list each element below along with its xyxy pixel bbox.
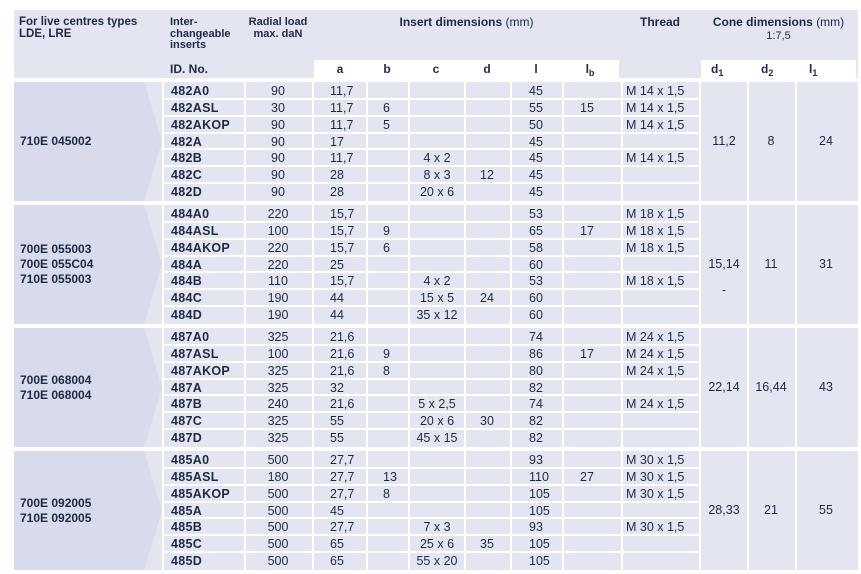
cell-l: 105	[529, 537, 550, 552]
cell-l: 93	[529, 520, 543, 535]
cone-d1: 28,33	[708, 502, 740, 517]
cell-b: 9	[383, 346, 390, 361]
cone-extra-mark: -	[721, 282, 727, 297]
row-divider	[162, 238, 699, 240]
cell-load: 90	[271, 84, 285, 98]
cell-l: 60	[529, 308, 543, 323]
col-c-heading: c	[432, 62, 440, 76]
radial-load-heading: Radial load max. daN	[248, 16, 308, 40]
cell-load: 90	[271, 151, 285, 166]
insert-dimensions-heading	[312, 17, 621, 29]
cell-d: 24	[480, 291, 494, 306]
row-divider	[162, 255, 699, 257]
cell-l: 60	[529, 257, 543, 272]
cone-ratio: 1:7,5	[766, 30, 791, 42]
cell-l: 110	[529, 469, 549, 484]
row-divider	[162, 484, 699, 486]
cell-load: 500	[267, 503, 289, 518]
insert-id: 484D	[171, 308, 203, 323]
cell-thread: M 24 x 1,5	[626, 363, 685, 378]
cone-l1: 55	[819, 502, 833, 517]
cell-a: 21,6	[330, 397, 355, 412]
model-number: 700E 055C04	[20, 257, 94, 271]
model-number: 700E 092005	[20, 495, 92, 510]
cell-l: 53	[529, 207, 543, 221]
insert-id: 482C	[171, 168, 203, 183]
cell-c: 20 x 6	[419, 414, 455, 429]
cell-d: 30	[480, 414, 494, 429]
insert-id: 482D	[171, 185, 203, 200]
cell-load: 110	[268, 274, 288, 289]
insert-id: 487D	[171, 431, 203, 446]
cell-l: 65	[529, 223, 543, 238]
cell-thread: M 18 x 1,5	[626, 207, 685, 221]
cell-load: 90	[271, 117, 285, 132]
insert-id: 485C	[171, 537, 203, 552]
cell-thread: M 18 x 1,5	[626, 274, 685, 289]
cell-a: 25	[330, 257, 344, 272]
cell-l: 80	[529, 363, 543, 378]
cell-l: 55	[529, 100, 543, 115]
cell-load: 500	[267, 520, 289, 535]
cell-a: 21,6	[330, 330, 355, 344]
cell-thread: M 18 x 1,5	[626, 240, 685, 255]
row-divider	[162, 115, 699, 117]
interchangeable-heading: Inter-changeable inserts	[170, 16, 231, 51]
insert-id: 487A0	[171, 330, 210, 344]
cell-load: 500	[267, 486, 289, 501]
cell-load: 220	[267, 257, 289, 272]
cell-l: 50	[529, 117, 543, 132]
cell-c: 8 x 3	[423, 168, 451, 183]
model-number: 710E 045002	[20, 134, 92, 148]
insert-id: 484ASL	[171, 223, 219, 238]
cell-a: 28	[330, 185, 344, 200]
cell-lb: 15	[580, 100, 594, 115]
cell-a: 44	[330, 308, 344, 323]
thread-heading: Thread	[639, 15, 680, 29]
cone-d1: 22,14	[708, 379, 740, 394]
cell-a: 11,7	[330, 151, 354, 166]
cell-c: 7 x 3	[423, 520, 451, 535]
cell-c: 15 x 5	[419, 291, 455, 306]
cell-load: 30	[271, 100, 285, 115]
cell-d: 12	[480, 168, 494, 183]
cell-c: 4 x 2	[423, 274, 451, 289]
insert-id: 487C	[171, 414, 203, 429]
cell-l: 82	[529, 414, 543, 429]
col-lb-subscript: b	[588, 68, 595, 78]
cell-thread: M 24 x 1,5	[626, 397, 685, 412]
cell-a: 45	[330, 503, 344, 518]
id-no-heading: ID. No.	[170, 62, 208, 76]
col-lb-letter: l	[585, 62, 589, 76]
cell-a: 21,6	[330, 346, 355, 361]
cone-l1: 43	[819, 379, 833, 394]
cell-thread: M 14 x 1,5	[626, 100, 685, 115]
cell-c: 55 x 20	[416, 554, 458, 569]
cell-thread: M 24 x 1,5	[626, 346, 685, 361]
insert-id: 482AKOP	[171, 117, 231, 132]
cell-thread: M 30 x 1,5	[626, 469, 685, 484]
cell-a: 17	[330, 134, 344, 149]
cell-load: 90	[271, 134, 285, 149]
cell-load: 325	[267, 414, 289, 429]
cell-load: 500	[267, 453, 289, 467]
cell-a: 15,7	[330, 207, 355, 221]
model-number: 710E 068004	[20, 387, 92, 402]
cell-a: 11,7	[330, 84, 354, 98]
cell-load: 325	[267, 380, 289, 395]
cell-b: 5	[383, 117, 390, 132]
col-lb-heading	[562, 60, 618, 78]
model-number-list	[20, 134, 91, 149]
col-l1-subscript: 1	[812, 68, 818, 78]
cell-a: 27,7	[330, 453, 355, 467]
col-d2-letter: d	[761, 62, 769, 76]
cell-l: 93	[529, 453, 543, 467]
insert-id: 487A	[171, 380, 203, 395]
cell-a: 55	[330, 414, 344, 429]
col-b-heading: b	[383, 62, 391, 76]
insert-id: 484AKOP	[171, 240, 231, 255]
cell-load: 325	[267, 431, 289, 446]
insert-dimensions-unit: (mm)	[505, 15, 534, 29]
cell-thread: M 30 x 1,5	[626, 453, 685, 467]
cell-load: 500	[267, 537, 289, 552]
cell-a: 28	[330, 168, 344, 183]
cell-lb: 17	[580, 346, 594, 361]
first-col-heading: For live centres types LDE, LRE	[19, 16, 138, 40]
cell-l: 105	[529, 554, 550, 569]
cell-a: 32	[330, 380, 344, 395]
cell-load: 180	[267, 469, 289, 484]
cell-load: 190	[267, 291, 289, 306]
cell-thread: M 18 x 1,5	[626, 223, 685, 238]
cell-b: 6	[383, 100, 390, 115]
cell-load: 190	[267, 308, 289, 323]
cell-l: 45	[529, 84, 543, 98]
cell-b: 6	[383, 240, 390, 255]
cell-a: 65	[330, 554, 344, 569]
cone-d1: 15,14	[708, 256, 740, 271]
cell-l: 82	[529, 431, 543, 446]
cell-load: 220	[267, 240, 289, 255]
cell-b: 8	[383, 486, 390, 501]
insert-dimensions-title: Insert dimensions	[399, 15, 503, 29]
cell-l: 45	[529, 168, 543, 183]
cone-dimensions-title: Cone dimensions	[712, 15, 813, 29]
cell-a: 27,7	[330, 520, 355, 535]
col-d2-subscript: 2	[768, 68, 774, 78]
cell-load: 500	[267, 554, 289, 569]
insert-id: 487B	[171, 397, 203, 412]
cell-a: 44	[330, 291, 344, 306]
col-l-heading: l	[534, 62, 538, 76]
cone-d1: 11,2	[712, 133, 736, 148]
cone-l1: 24	[819, 133, 833, 148]
cell-l: 82	[529, 380, 543, 395]
cell-a: 15,7	[330, 274, 355, 289]
insert-id: 482A0	[171, 84, 210, 98]
cell-load: 220	[267, 207, 289, 221]
cell-load: 90	[271, 185, 285, 200]
cone-d2: 11	[764, 256, 778, 271]
cell-thread: M 14 x 1,5	[626, 84, 685, 98]
cone-dimensions-heading	[699, 17, 858, 29]
col-l1-heading	[795, 60, 861, 78]
insert-id: 485AKOP	[171, 486, 231, 501]
cell-load: 90	[271, 168, 285, 183]
insert-id: 485ASL	[171, 469, 219, 484]
cell-c: 4 x 2	[423, 151, 451, 166]
cell-load: 100	[267, 346, 289, 361]
insert-id: 487AKOP	[171, 363, 231, 378]
model-number-list	[20, 496, 91, 526]
row-divider	[162, 501, 699, 503]
row-divider	[162, 221, 699, 223]
cell-c: 35 x 12	[416, 308, 458, 323]
row-divider	[162, 467, 699, 469]
cell-c: 5 x 2,5	[418, 397, 456, 412]
model-number: 710E 092005	[20, 510, 92, 525]
cell-d: 35	[480, 537, 494, 552]
cone-l1: 31	[819, 256, 833, 271]
cell-a: 15,7	[330, 240, 355, 255]
insert-id: 484A	[171, 257, 203, 272]
model-number: 710E 055003	[20, 272, 92, 286]
insert-id: 485D	[171, 554, 203, 569]
col-d-heading: d	[483, 62, 491, 76]
cell-c: 45 x 15	[416, 431, 458, 446]
cell-a: 21,6	[330, 363, 355, 378]
cone-d2: 8	[767, 133, 775, 148]
model-number: 700E 068004	[20, 372, 92, 387]
cell-a: 27,7	[330, 486, 355, 501]
cell-b: 8	[383, 363, 390, 378]
insert-id: 482A	[171, 134, 203, 149]
model-number-list	[20, 242, 93, 287]
row-divider	[162, 98, 699, 100]
insert-id: 485A0	[171, 453, 210, 467]
cell-l: 74	[529, 330, 543, 344]
cell-b: 13	[383, 469, 397, 484]
cone-d2: 21	[764, 502, 778, 517]
cell-l: 45	[529, 185, 543, 200]
cell-l: 45	[529, 151, 543, 166]
cell-a: 11,7	[330, 100, 354, 115]
cell-l: 74	[529, 397, 543, 412]
insert-id: 485A	[171, 503, 203, 518]
col-l1-letter: l	[809, 62, 813, 76]
cell-load: 100	[267, 223, 289, 238]
model-number: 700E 055003	[20, 242, 92, 256]
row-divider	[162, 378, 699, 380]
cell-thread: M 14 x 1,5	[626, 117, 685, 132]
insert-id: 482B	[171, 151, 203, 166]
row-divider	[162, 361, 699, 363]
cell-l: 58	[529, 240, 543, 255]
cell-thread: M 14 x 1,5	[626, 151, 685, 166]
cell-b: 9	[383, 223, 390, 238]
col-d1-subscript: 1	[718, 68, 724, 78]
insert-id: 484B	[171, 274, 203, 289]
insert-id: 484A0	[171, 207, 210, 221]
cell-l: 86	[529, 346, 543, 361]
cell-c: 20 x 6	[419, 185, 455, 200]
cone-d2: 16,44	[755, 379, 787, 394]
insert-id: 485B	[171, 520, 203, 535]
cell-a: 55	[330, 431, 344, 446]
cell-l: 60	[529, 291, 543, 306]
col-d1-letter: d	[711, 62, 719, 76]
insert-id: 482ASL	[171, 100, 219, 115]
cone-dimensions-unit: (mm)	[816, 15, 845, 29]
cell-a: 15,7	[330, 223, 355, 238]
cell-l: 105	[529, 503, 550, 518]
cell-load: 325	[267, 330, 289, 344]
cell-load: 240	[267, 397, 289, 412]
cell-lb: 27	[580, 469, 594, 484]
cell-l: 53	[529, 274, 543, 289]
cell-c: 25 x 6	[419, 537, 455, 552]
cell-thread: M 24 x 1,5	[626, 330, 685, 344]
cell-l: 45	[529, 134, 543, 149]
cell-lb: 17	[580, 223, 594, 238]
cell-thread: M 30 x 1,5	[626, 486, 685, 501]
cell-a: 11,7	[330, 117, 354, 132]
insert-id: 487ASL	[171, 346, 219, 361]
cell-load: 325	[267, 363, 289, 378]
row-divider	[162, 132, 699, 134]
insert-id: 484C	[171, 291, 203, 306]
cell-thread: M 30 x 1,5	[626, 520, 685, 535]
cell-a: 27,7	[330, 469, 355, 484]
cell-a: 65	[330, 537, 344, 552]
row-divider	[162, 344, 699, 346]
col-a-heading: a	[336, 62, 344, 76]
cell-l: 105	[529, 486, 550, 501]
model-number-list	[20, 373, 91, 403]
